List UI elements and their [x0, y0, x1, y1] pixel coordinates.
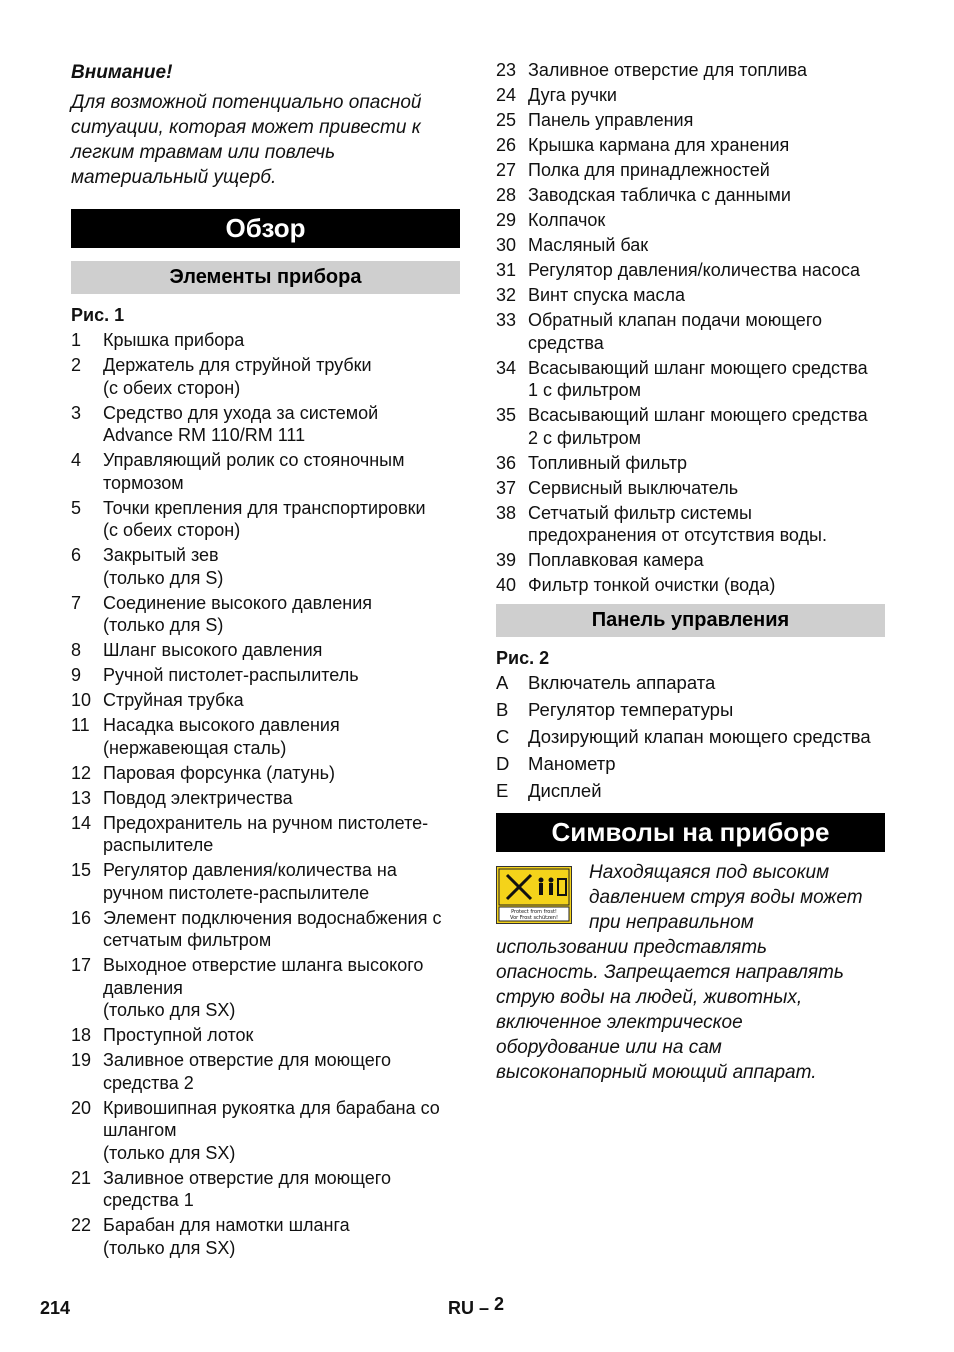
footer-section-label	[448, 1294, 505, 1319]
list-item	[71, 1097, 460, 1165]
list-item-number: 2	[71, 355, 82, 375]
list-item-text: Струйная трубка	[103, 690, 244, 710]
list-item-text: Топливный фильтр	[528, 452, 687, 473]
symbols-line: использовании представлять	[496, 937, 768, 958]
list-item-number: 26	[496, 135, 517, 155]
list-item-text: Обратный клапан подачи моющего средства	[528, 310, 823, 353]
section-title-overview: Обзор	[71, 209, 460, 248]
warning-line: материальный ущерб.	[71, 167, 277, 188]
list-item-number: 33	[496, 310, 517, 330]
list-item-number: 23	[496, 60, 517, 80]
list-item-number: 25	[496, 110, 517, 130]
list-item-text: Выходное отверстие шланга высокого давления (только для SX)	[103, 955, 424, 1020]
list-item-number: 27	[496, 160, 517, 180]
list-item	[496, 404, 885, 449]
symbols-line: Находящаяся под высоким	[589, 862, 830, 883]
list-item	[71, 762, 460, 785]
list-item	[496, 477, 885, 500]
frost-label-line-en: Protect from frost!	[511, 909, 557, 915]
subsection-title-elements: Элементы прибора	[71, 261, 460, 294]
list-item	[496, 549, 885, 572]
list-item-text: Регулятор давления/количества на ручном пистолете-распылителе	[103, 860, 397, 903]
frost-label-line-de: Vor Frost schützen!	[510, 915, 558, 921]
list-item	[496, 309, 885, 354]
list-item-number: B	[496, 699, 509, 720]
list-item-text: Крышка прибора	[103, 330, 245, 350]
symbols-description	[496, 860, 885, 1085]
list-item-text: Элемент подключения водоснабжения с сетчатым фильтром	[103, 907, 442, 950]
list-item-number: 24	[496, 85, 517, 105]
list-item-number: 4	[71, 450, 82, 470]
list-item-number: 40	[496, 575, 517, 595]
list-item	[496, 259, 885, 282]
list-item-text: Всасывающий шланг моющего средства 1 с фильтром	[528, 357, 868, 400]
list-item-number: 13	[71, 787, 92, 808]
list-item-number: 32	[496, 285, 517, 305]
list-item	[496, 134, 885, 157]
list-item-text: Ручной пистолет-распылитель	[103, 665, 359, 685]
list-item-number: C	[496, 726, 510, 747]
symbols-line: опасность. Запрещается направлять	[496, 962, 844, 983]
figure-label-1: Рис. 1	[71, 305, 125, 325]
list-item-number: 38	[496, 502, 517, 523]
list-item	[496, 159, 885, 182]
list-item-text: Регулятор температуры	[528, 699, 734, 720]
list-item	[496, 672, 885, 695]
list-item	[71, 714, 460, 759]
list-item-text: Дуга ручки	[528, 85, 617, 105]
list-item-text: Всасывающий шланг моющего средства 2 с фильтром	[528, 405, 868, 448]
list-item-text: Полка для принадлежностей	[528, 160, 770, 180]
figure-label-2: Рис. 2	[496, 648, 550, 668]
list-item-text: Соединение высокого давления (только для S)	[103, 592, 373, 635]
list-item-number: 35	[496, 405, 517, 425]
list-item	[71, 544, 460, 589]
list-item-number: 5	[71, 497, 82, 518]
list-item	[496, 753, 885, 776]
warning-text	[71, 90, 460, 190]
warning-line: ситуации, которая может привести к	[71, 117, 421, 138]
list-item-text: Проступной лоток	[103, 1025, 254, 1045]
list-item-text: Дозирующий клапан моющего средства	[528, 726, 871, 747]
list-item-text: Регулятор давления/количества насоса	[528, 260, 861, 280]
list-item-number: 10	[71, 690, 92, 710]
subsection-title-control-panel: Панель управления	[496, 604, 885, 637]
list-item-text: Масляный бак	[528, 235, 649, 255]
list-item	[71, 592, 460, 637]
list-item-text: Управляющий ролик со стояночным тормозом	[103, 450, 405, 493]
list-item-text: Манометр	[528, 753, 616, 774]
list-item-text: Сетчатый фильтр системы предохранения от отсутствия воды.	[528, 502, 827, 545]
section-title-symbols: Символы на приборе	[496, 813, 885, 852]
list-item	[496, 699, 885, 722]
list-item	[71, 812, 460, 857]
list-item	[71, 1214, 460, 1259]
list-item-number: 14	[71, 812, 92, 833]
list-item-number: 16	[71, 907, 92, 928]
list-item-number: 19	[71, 1050, 92, 1070]
footer-section-number: 2	[494, 1294, 505, 1314]
list-item	[71, 954, 460, 1022]
list-item	[496, 59, 885, 82]
list-item-text: Заводская табличка с данными	[528, 185, 791, 205]
list-item-number: 7	[71, 592, 82, 613]
list-item	[496, 84, 885, 107]
list-item-number: 6	[71, 545, 82, 565]
list-item	[71, 787, 460, 810]
list-item	[71, 402, 460, 447]
list-item-number: 36	[496, 452, 517, 473]
list-item	[496, 452, 885, 475]
list-item-text: Точки крепления для транспортировки (с обеих сторон)	[103, 497, 426, 540]
list-item-text: Средство для ухода за системой Advance RM 110/RM 111	[103, 402, 379, 445]
list-item	[496, 109, 885, 132]
list-item-number: 9	[71, 665, 82, 685]
list-item	[71, 689, 460, 712]
warning-line: легким травмам или повлечь	[71, 142, 336, 163]
warning-line: Для возможной потенциально опасной	[71, 92, 422, 113]
list-item-number: 11	[71, 715, 90, 735]
list-item-text: Держатель для струйной трубки (с обеих сторон)	[103, 355, 372, 398]
symbols-line: давлением струя воды может	[589, 887, 863, 908]
list-item-text: Крышка кармана для хранения	[528, 135, 790, 155]
control-panel-list	[496, 672, 885, 807]
list-item	[71, 664, 460, 687]
list-item-text: Предохранитель на ручном пистолете- распылителе	[103, 812, 429, 855]
symbols-line: высоконапорный моющий аппарат.	[496, 1062, 817, 1083]
list-item	[496, 574, 885, 597]
list-item-number: 28	[496, 185, 517, 205]
warning-title: Внимание!	[71, 62, 173, 83]
list-item-number: 39	[496, 550, 517, 570]
list-item-text: Фильтр тонкой очистки (вода)	[528, 575, 776, 595]
list-item	[71, 1167, 460, 1212]
parts-list-right	[496, 59, 885, 599]
list-item	[496, 284, 885, 307]
list-item-number: 22	[71, 1215, 92, 1235]
list-item-number: E	[496, 780, 509, 801]
list-item-number: 29	[496, 210, 517, 230]
list-item	[71, 497, 460, 542]
list-item	[496, 209, 885, 232]
list-item-text: Панель управления	[528, 110, 694, 130]
list-item	[496, 184, 885, 207]
list-item	[71, 859, 460, 904]
list-item-number: 8	[71, 640, 82, 660]
list-item-text: Заливное отверстие для моющего средства 2	[103, 1050, 391, 1093]
list-item-text: Паровая форсунка (латунь)	[103, 762, 336, 783]
list-item-number: 3	[71, 402, 82, 423]
symbols-line: оборудование или на сам	[496, 1037, 722, 1058]
list-item-number: 30	[496, 235, 517, 255]
list-item-number: 17	[71, 955, 92, 975]
list-item	[496, 502, 885, 547]
list-item-text: Заливное отверстие для моющего средства 1	[103, 1167, 391, 1210]
list-item-number: 1	[71, 330, 82, 350]
list-item-text: Закрытый зев (только для S)	[103, 545, 224, 588]
list-item	[496, 357, 885, 402]
list-item-text: Включатель аппарата	[528, 672, 716, 693]
list-item-text: Барабан для намотки шланга (только для SX)	[103, 1215, 350, 1258]
parts-list-left	[71, 329, 460, 1262]
list-item-number: 34	[496, 357, 517, 378]
list-item-text: Поплавковая камера	[528, 550, 704, 570]
list-item-text: Заливное отверстие для топлива	[528, 60, 807, 80]
list-item	[496, 234, 885, 257]
symbols-line: при неправильном	[589, 912, 754, 933]
list-item-number: D	[496, 753, 510, 774]
list-item	[71, 329, 460, 352]
list-item	[71, 639, 460, 662]
list-item-number: 20	[71, 1097, 92, 1118]
list-item-text: Кривошипная рукоятка для барабана со шлангом (только для SX)	[103, 1097, 440, 1163]
list-item-text: Повдод электричества	[103, 787, 293, 808]
list-item-number: 15	[71, 860, 92, 880]
list-item-number: 18	[71, 1025, 92, 1045]
page-number: 214	[40, 1298, 71, 1318]
list-item-text: Насадка высокого давления (нержавеющая сталь)	[103, 715, 340, 758]
footer-lang: RU	[448, 1298, 474, 1318]
symbols-line: струю воды на людей, животных,	[496, 987, 803, 1008]
symbols-line: включенное электрическое	[496, 1012, 743, 1033]
list-item	[71, 1049, 460, 1094]
list-item-number: 21	[71, 1167, 92, 1188]
list-item	[71, 1024, 460, 1047]
list-item-number: A	[496, 672, 509, 693]
footer-dash: –	[479, 1298, 490, 1318]
list-item-text: Сервисный выключатель	[528, 477, 739, 498]
list-item-number: 31	[496, 260, 517, 280]
list-item	[496, 780, 885, 803]
list-item-number: 12	[71, 762, 92, 783]
list-item	[496, 726, 885, 749]
list-item-number: 37	[496, 477, 517, 498]
list-item-text: Винт спуска масла	[528, 285, 685, 305]
list-item	[71, 354, 460, 399]
list-item	[71, 907, 460, 952]
list-item-text: Шланг высокого давления	[103, 640, 323, 660]
list-item	[71, 449, 460, 494]
list-item-text: Дисплей	[528, 780, 602, 801]
list-item-text: Колпачок	[528, 210, 606, 230]
